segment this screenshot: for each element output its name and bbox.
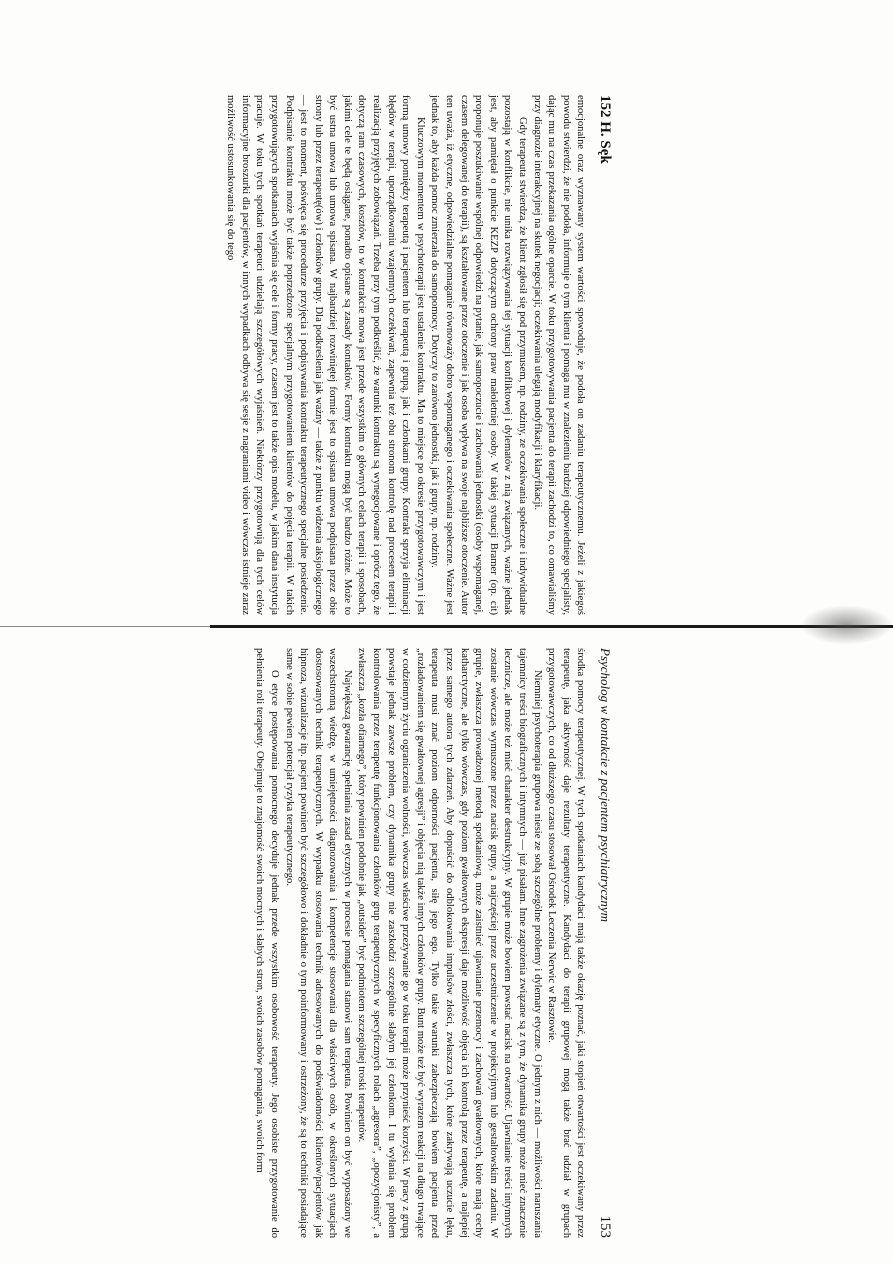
- scan-smudge: [800, 605, 893, 645]
- paragraph: Gdy terapeuta stwierdza, że klient zgłosił się pod przymusem, np. rodziny, ze oczekiwania społeczne i indywidualne pozostają w konflikcie, nie unika rozwiązywania tej sytuacji konfliktowej i dylematów z nią związanych, ważne jednak jest, aby pamiętał o punkcie KEZP dotyczącym ochrony praw małoletniej osoby. W takiej sytuacji Bramer (op. cit) proponuje poszukiwanie wspólnej odpowiedzi na pytanie, jak samopoczucie i zachowania jednostki (osoby wspomaganej, czasem delegowanej do terapii), są kształtowane przez otoczenie i jak osoba wpływa na swoje najbliższe otoczenie. Autor ten uważa, iż etyczne, odpowiedzialne pomaganie równoważy dobro wspomaganego i oczekiwania społeczne. Ważne jest jednak to, aby każda pomoc zmierzała do samopomocy. Dotyczy to zarówno jednostki, jak i grupy, np. rodziny.: [429, 95, 529, 615]
- paragraph: środka pomocy terapeutycznej. W tych spotkaniach kandydaci mają także okazję poznać, jaki stopień otwartości jest oczekiwany przez terapeutę, jaka aktywność daje rezultaty terapeutyczne. Kandydaci do terapii grupowej mogą także brać udział w grupach przygotowawczych, co od dłuższego czasu stosował Ośrodek Leczenia Nerwic w Rasztowie.: [546, 648, 587, 1238]
- paragraph: O etyce postępowania pomocnego decyduje jednak przede wszystkim osobowość terapeuty. Jego osobiste przygotowanie do pełnienia roli terapeuty. Obejmuje to znajomość swoich mocnych i słabych stron, swoich zasobów pomagania, swoich form: [254, 648, 280, 1238]
- page-gutter-line: [210, 625, 893, 628]
- page-153: [0, 648, 613, 1238]
- paragraph: Kluczowym momentem w psychoterapii jest ustalenie kontraktu. Ma to miejsce po okresie przygotowawczym i jest formą umowy pomiędzy terapeutą i pacjentem lub terapeutą i grupą, jak i członkami grupy. Kontrakt sprzyja eliminacji błędów w terapii, uporządkowaniu wzajemnych oczekiwań, zapewnia też obu stronom kontrolę nad procesem terapii i realizacją przyjętych zobowiązań. Trzeba przy tym podkreślić, że warunki kontraktu są wynegocjowane i oprócz tego, że dotyczą ram czasowych, kosztów, to w kontrakcie mowa jest przede wszystkim o głównych celach terapii i sposobach, jakimi cele te będą osiągane, ponadto opisane są zasady kontaktów. Formy kontraktu mogą być bardzo różne. Może to być ustna umowa lub umowa spisana. W najbardziej rozwiniętej formie jest to spisana umowa podpisana przez obie strony lub przez terapeutę(ów) i członków grupy. Dla podkreślenia jak ważny — także z punktu widzenia aksjologicznego — jest to moment, poświęca się procedurze przyjęcia i podpisywania kontraktu terapeutycznego specjalne posiedzenie. Podpisanie kontraktu może być także poprzedzone specjalnym przygotowaniem klientów do pojęcia terapii. W takich przygotowujących spotkaniach wyjaśnia się cele i formy pracy, czasem jest to także opis modelu, w jakim dana instytucja pracuje. W toku tych spotkań terapeuci udzielają szczegółowych wyjaśnień. Niektórzy przygotowują dla tych celów informacyjne broszurki dla pacjentów, w innych wypadkach odbywa się sesje z nagraniami video i wówczas istnieje zaraz możliwość ustosunkowania się do tego: [225, 95, 426, 615]
- page-number-right: 153: [597, 1215, 613, 1238]
- paragraph: emocjonalne oraz wyznawany system wartości spowoduje, że podoła on zadaniu terapeutycznemu. Jeżeli z jakiegoś powodu stwierdzi, że nie podoła, informuje o tym klienta i pomaga mu w znalezieniu bardziej odpowiedniego specjalisty, dając mu na czas przekazania ogólne oparcie. W toku przygotowywania pacjenta do terapii zachodzi to, co omawialiśmy przy diagnozie interakcyjnej na skutek negocjacji; oczekiwania ulegają modyfikacji i klaryfikacji.: [531, 95, 587, 615]
- page-number-left: 152: [597, 95, 613, 118]
- paragraph: Niemniej psychoterapia grupowa niesie ze sobą szczególne problemy i dylematy etyczne. O jednym z nich — możliwości naruszania tajemnicy treści biograficznych i intymnych — już pisałam. Inne zagrożenia związane są z tym, że dynamika grupy może mieć znaczenie lecznicze, ale może też mieć charakter destrukcyjny. W grupie może bowiem powstać nacisk na otwartość. Ujawnianie treści intymnych zostanie wówczas wymuszone przez nacisk grupy, a najczęściej przez uczestniczenie w projekcyjnym lub gestaltowskim zadaniu. W grupie, zwłaszcza prowadzonej metodą spotkaniową, może zaistnieć ujawnianie przemocy i zachowań gwałtownych, które mają cechy katharctyczne, ale tylko wówczas, gdy poziom gwałtownych ekspresji daje możliwość objęcia ich kontrolą przez terapeutę, a najlepiej przez samego autora tych zdarzeń. Aby dopuścić do odblokowania impulsów złości, zwłaszcza tych, które zakrywają uczucie lęku, terapeuta musi znać poziom odporności pacjenta, siłę jego ego. Tylko takie warunki zabezpieczają bowiem pacjenta przed „rozładowaniem się gwałtownej agresji” i objęcia nią także innych członków grupy. Bunt może też być wyrazem reakcji na długo trwające w codziennym życiu ograniczenia wolności, wówczas właściwe przeżywanie go w toku terapii może przynieść korzyści. W pracy z grupą powstaje jednak zawsze problem, czy dynamika grupy nie zaszkodzi szczególnie słabym jej członkom. I tu wyłania się problem kontrolowania przez terapeutę funkcjonowania członków grup terapeutycznych w specyficznych rolach „agresora”, „opozycjonisty”, a zwłaszcza „kozła ofiarnego”, który powinien podobnie jak „outsider” być podmiotem szczególnej troski terapeutów.: [356, 648, 543, 1238]
- page-header-left: [597, 95, 612, 615]
- running-head: Psycholog w kontakcie z pacjentem psychiatrycznym: [598, 648, 613, 922]
- paragraph: Największą gwarancję spełniania zasad etycznych w procesie pomagania stanowi sam terapeuta. Powinien on być wyposażony we wszechstronną wiedzę, w umiejętności diagnozowania i kompetencje stosowania dla właściwych osób, w określonych sytuacjach dostosowanych technik terapeutycznych. W wypadku stosowania technik adresowanych do podświadomości klientów/pacjentów jak hipnoza, wizualizacje itp. pacjent powinien być szczegółowo i dokładnie o tym poinformowany i ostrzeżony, że są to techniki posiadające same w sobie pewien potencjał ryzyka terapeutycznego.: [283, 648, 353, 1238]
- page-152: [0, 95, 612, 615]
- author-name: H. Sęk: [597, 121, 613, 164]
- page-gutter-line-faint: [0, 626, 210, 627]
- page-header-right: [597, 648, 612, 1238]
